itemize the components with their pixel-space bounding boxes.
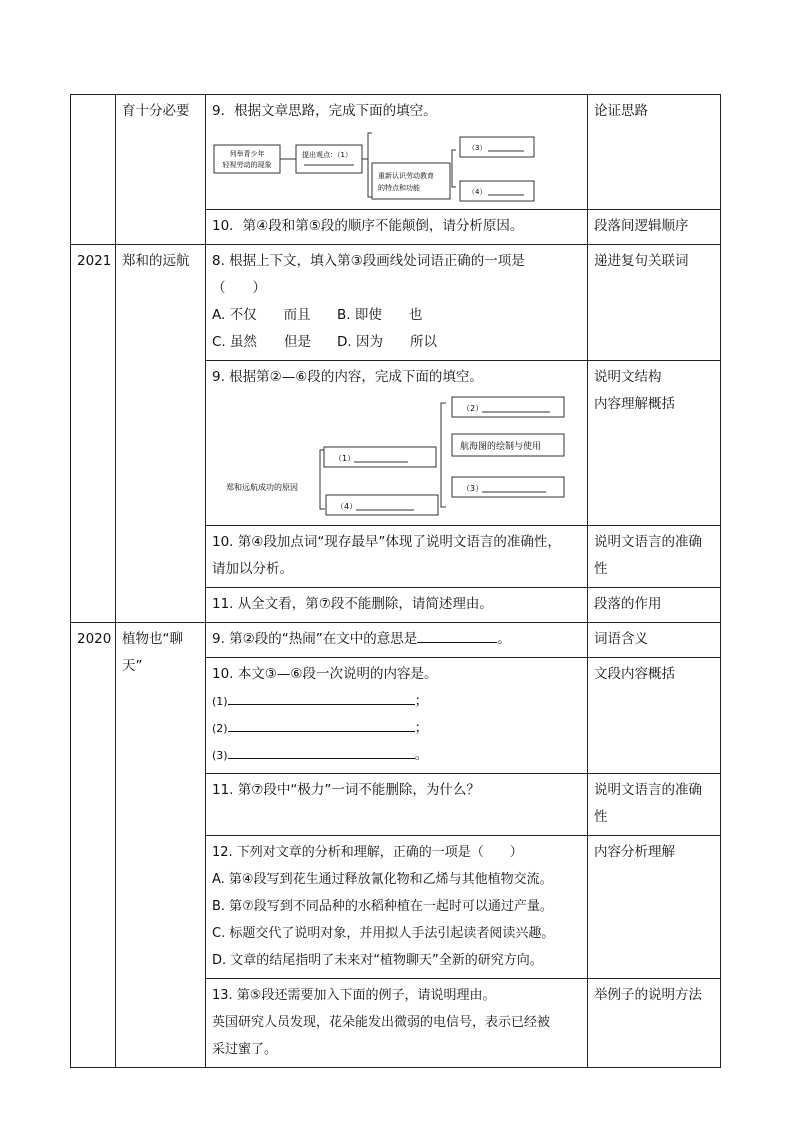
type-cell xyxy=(588,836,721,979)
diagram-text: （3） xyxy=(462,484,484,493)
question-cell xyxy=(206,979,588,1068)
answer-line xyxy=(212,742,581,769)
question-text: 12. 下列对文章的分析和理解，正确的一项是（ ） xyxy=(212,845,523,860)
question-text: 9. 第②段的“热闹”在文中的意思是 xyxy=(212,631,418,647)
article-title: 天” xyxy=(122,658,143,674)
answer-blank xyxy=(228,742,415,759)
punctuation: 。 xyxy=(497,631,511,647)
exam-analysis-table xyxy=(70,94,721,1068)
question-line xyxy=(212,626,581,653)
blank-label: (1) xyxy=(212,695,228,708)
answer-blank xyxy=(228,688,415,705)
option-c: C. 虽然 但是 xyxy=(212,334,312,350)
option-c: C. 标题交代了说明对象，并用拟人手法引起读者阅读兴趣。 xyxy=(212,926,555,941)
question-type: 说明文结构 xyxy=(594,369,662,385)
question-text: 8. 根据上下文，填入第③段画线处词语正确的一项是 xyxy=(212,253,525,269)
article-title: 育十分必要 xyxy=(122,103,190,119)
diagram-bracket xyxy=(368,133,372,197)
table-row xyxy=(71,623,721,658)
type-cell xyxy=(588,588,721,623)
question-type: 内容理解概括 xyxy=(594,396,675,412)
question-type: 举例子的说明方法 xyxy=(594,987,702,1003)
diagram-text: 列举青少年 xyxy=(229,150,265,158)
type-cell xyxy=(588,361,721,526)
option-d: D. 因为 所以 xyxy=(337,334,437,350)
question-text: 10．第④段和第⑤段的顺序不能颠倒，请分析原因。 xyxy=(212,218,524,234)
option-row xyxy=(212,329,581,356)
answer-blank xyxy=(228,715,415,732)
diagram-bracket xyxy=(441,403,446,507)
diagram-text: （4） xyxy=(468,188,487,196)
question-text: 11. 从全文看，第⑦段不能删除，请简述理由。 xyxy=(212,596,493,612)
diagram-text: 重新认识劳动教育 xyxy=(378,172,434,180)
diagram-box xyxy=(296,145,362,173)
diagram-text: （3） xyxy=(468,144,487,152)
type-cell xyxy=(588,623,721,658)
question-text: 13. 第⑤段还需要加入下面的例子，请说明理由。 xyxy=(212,988,496,1003)
article-title-cell xyxy=(116,245,206,623)
answer-line xyxy=(212,688,581,715)
year-cell xyxy=(71,623,116,1068)
question-text: 9．根据文章思路，完成下面的填空。 xyxy=(212,103,437,119)
year-cell xyxy=(71,245,116,623)
argument-structure-diagram xyxy=(212,125,582,205)
question-type: 性 xyxy=(594,809,608,825)
question-type: 说明文语言的准确 xyxy=(594,534,702,550)
question-cell xyxy=(206,526,588,588)
year-cell xyxy=(71,95,116,245)
question-type: 说明文语言的准确 xyxy=(594,782,702,798)
question-type: 段落的作用 xyxy=(594,596,662,612)
diagram-text: 郑和远航成功的原因 xyxy=(226,483,298,492)
question-type: 论证思路 xyxy=(594,103,648,119)
type-cell xyxy=(588,658,721,774)
diagram-text: （1） xyxy=(334,454,356,463)
type-cell xyxy=(588,95,721,210)
question-cell xyxy=(206,774,588,836)
type-cell xyxy=(588,210,721,245)
option-row xyxy=(212,302,581,329)
diagram-bracket xyxy=(452,150,456,187)
article-title: 郑和的远航 xyxy=(122,253,190,269)
question-text: 请加以分析。 xyxy=(212,561,293,577)
question-text: 11. 第⑦段中“极力”一词不能删除，为什么？ xyxy=(212,782,480,798)
type-cell xyxy=(588,526,721,588)
question-cell xyxy=(206,361,588,526)
diagram-text: 航海图的绘制与使用 xyxy=(460,442,542,452)
cause-structure-diagram xyxy=(212,391,582,517)
question-cell xyxy=(206,836,588,979)
article-title: 植物也“聊 xyxy=(122,631,183,647)
option-d: D. 文章的结尾指明了未来对“植物聊天”全新的研究方向。 xyxy=(212,953,543,968)
question-cell xyxy=(206,210,588,245)
question-cell xyxy=(206,245,588,361)
example-text: 英国研究人员发现，花朵能发出微弱的电信号，表示已经被 xyxy=(212,1015,551,1030)
diagram-text: 轻视劳动的现象 xyxy=(222,161,272,169)
example-text: 采过蜜了。 xyxy=(212,1042,278,1057)
punctuation: ； xyxy=(414,693,429,709)
question-cell xyxy=(206,588,588,623)
question-cell xyxy=(206,658,588,774)
option-a: A. 不仅 而且 xyxy=(212,307,311,323)
table-row xyxy=(71,245,721,361)
punctuation: 。 xyxy=(414,747,429,763)
question-cell xyxy=(206,95,588,210)
diagram-text: 提出观点：（1） xyxy=(302,151,352,159)
question-type: 内容分析理解 xyxy=(594,844,675,860)
year: 2020 xyxy=(77,631,112,647)
type-cell xyxy=(588,245,721,361)
punctuation: ； xyxy=(414,720,429,736)
question-type: 递进复句关联词 xyxy=(594,253,689,269)
article-title-cell xyxy=(116,623,206,1068)
option-a: A. 第④段写到花生通过释放氰化物和乙烯与其他植物交流。 xyxy=(212,872,553,887)
article-title-cell xyxy=(116,95,206,245)
type-cell xyxy=(588,774,721,836)
table-row xyxy=(71,95,721,210)
question-text: 10. 第④段加点词“现存最早”体现了说明文语言的准确性， xyxy=(212,534,561,550)
diagram-text: （4） xyxy=(336,502,358,511)
question-type: 性 xyxy=(594,561,608,577)
answer-line xyxy=(212,715,581,742)
question-text: 10. 本文③—⑥段一次说明的内容是。 xyxy=(212,666,438,682)
answer-paren: （ ） xyxy=(212,280,266,296)
diagram-text: （2） xyxy=(462,404,484,413)
question-cell xyxy=(206,623,588,658)
diagram-box xyxy=(372,163,450,199)
diagram-text: 的特点和功能 xyxy=(378,184,420,192)
question-type: 文段内容概括 xyxy=(594,666,675,682)
option-b: B. 第⑦段写到不同品种的水稻种植在一起时可以通过产量。 xyxy=(212,899,553,914)
question-type: 段落间逻辑顺序 xyxy=(594,218,689,234)
option-b: B. 即使 也 xyxy=(337,307,423,323)
blank-label: (3) xyxy=(212,749,228,762)
question-type: 词语含义 xyxy=(594,631,648,647)
year: 2021 xyxy=(77,253,112,269)
answer-blank xyxy=(417,626,497,643)
type-cell xyxy=(588,979,721,1068)
question-text: 9. 根据第②—⑥段的内容，完成下面的填空。 xyxy=(212,369,483,385)
blank-label: (2) xyxy=(212,722,228,735)
